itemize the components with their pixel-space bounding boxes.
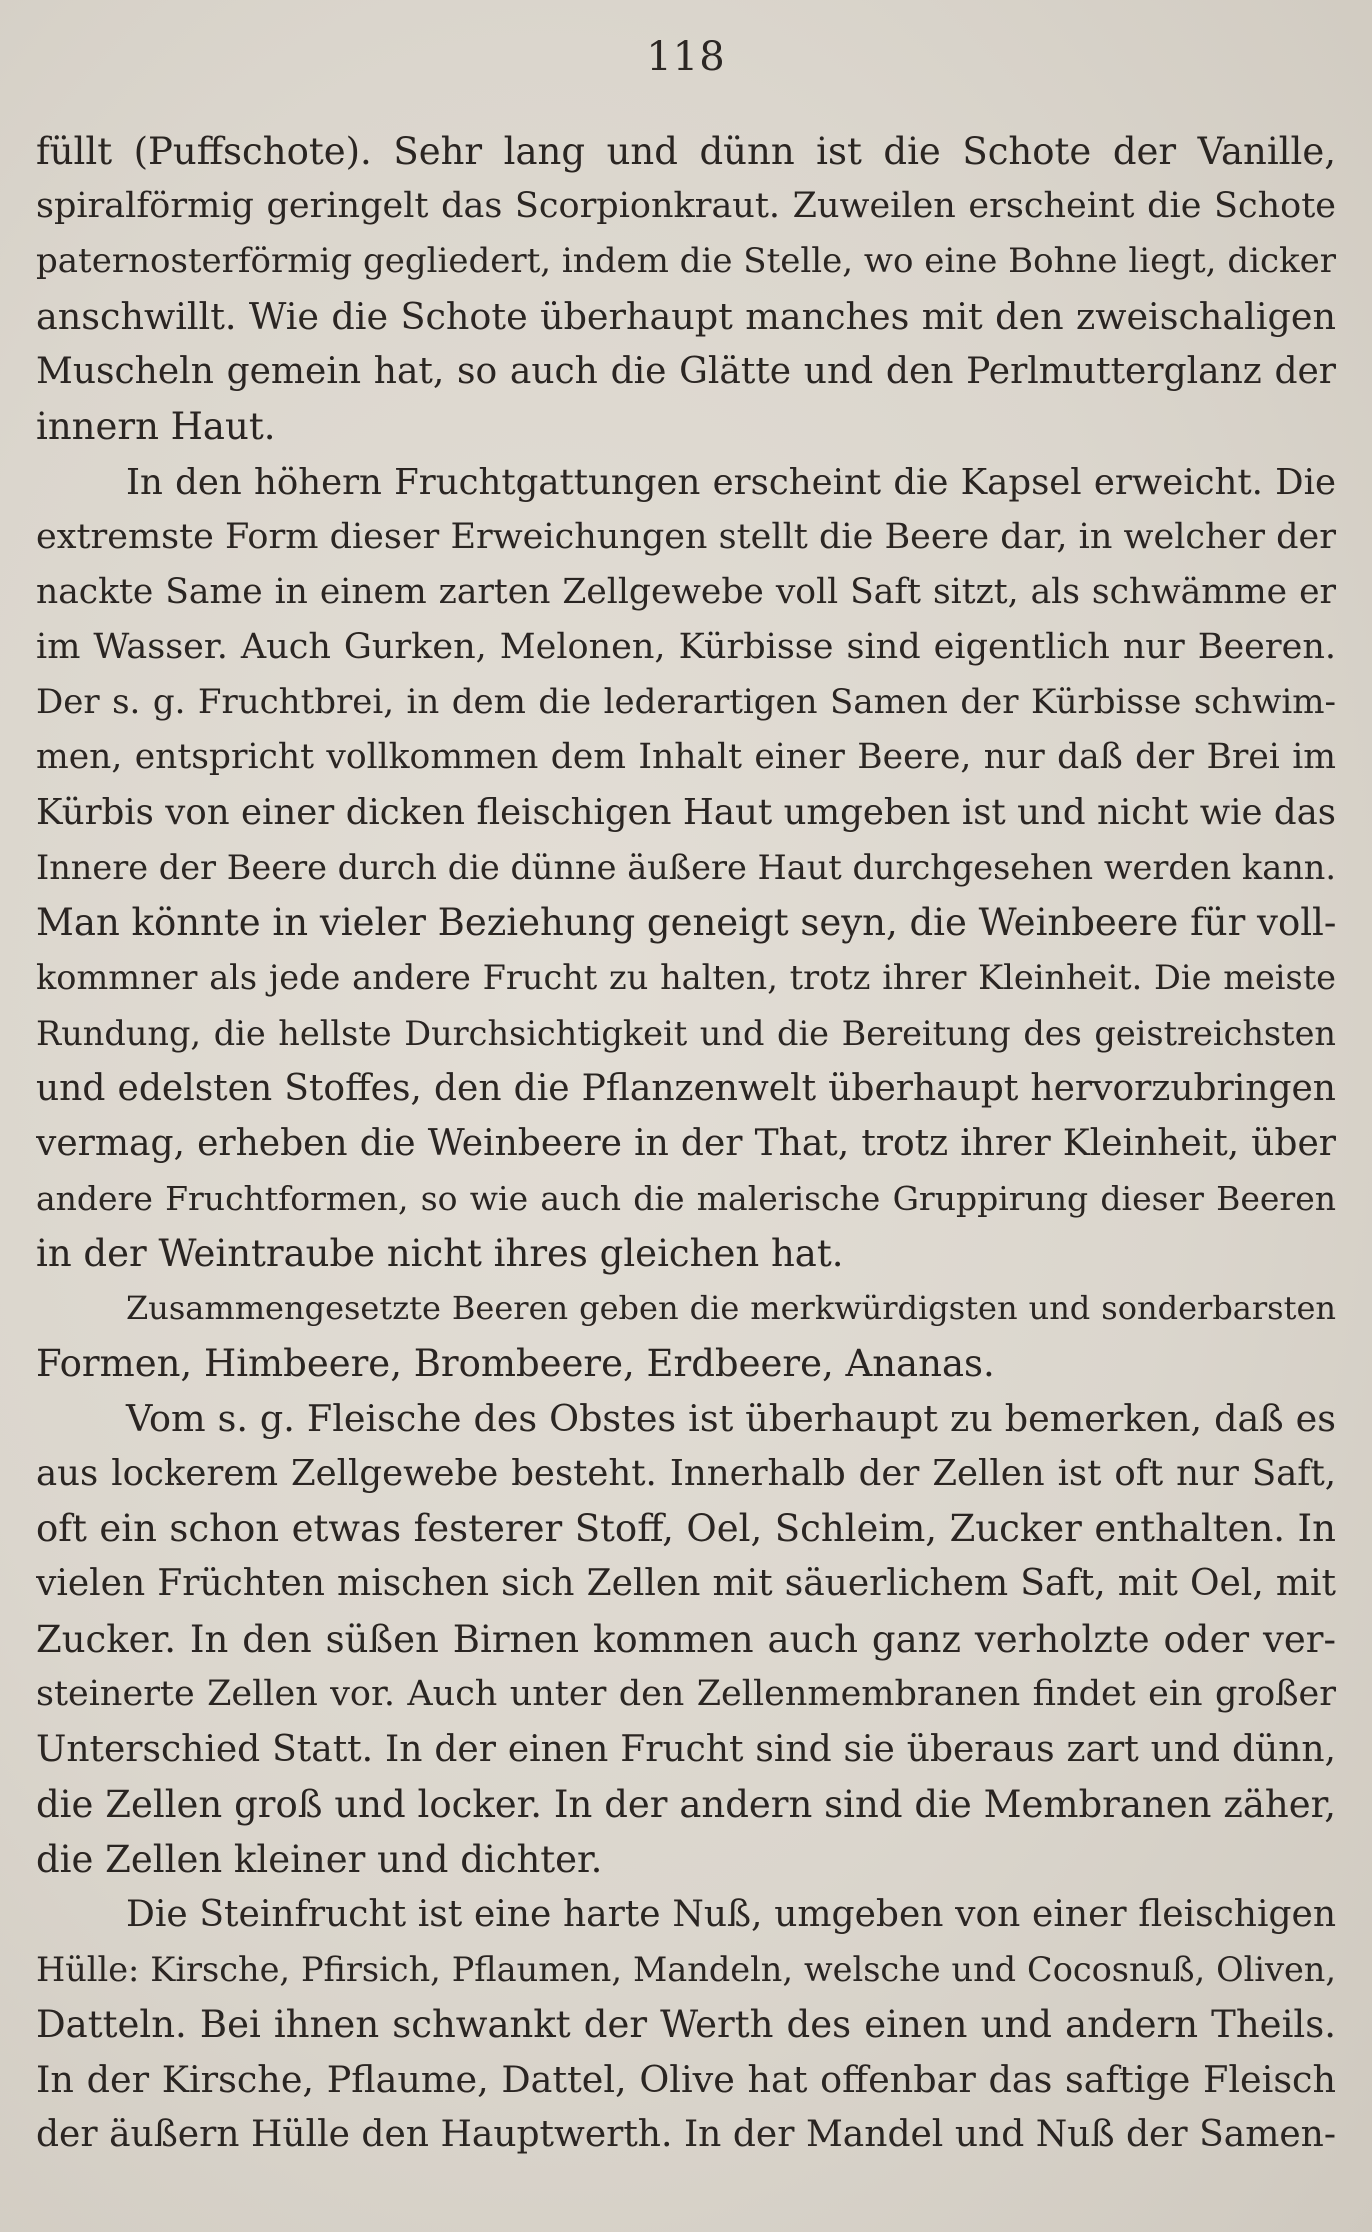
text-line: füllt (Puffschote). Sehr lang und dünn ist die Schote der Vanille, [36,130,1336,173]
text-line: andere Fruchtformen, so wie auch die malerische Gruppirung dieser Beeren [36,1178,1336,1218]
paragraph-start-line: Zusammengesetzte Beeren geben die merkwürdigsten und sonderbarsten [126,1288,1336,1327]
text-line: Man könnte in vieler Beziehung geneigt seyn, die Weinbeere für voll- [36,901,1336,945]
paragraph-start-line: Vom s. g. Fleische des Obstes ist überhaupt zu bemerken, daß es [126,1397,1336,1441]
text-line: Rundung, die hellste Durchsichtigkeit und die Bereitung des geistreichsten [36,1013,1336,1053]
text-line: Zucker. In den süßen Birnen kommen auch ganz verholzte oder ver- [36,1617,1336,1661]
text-line: und edelsten Stoffes, den die Pflanzenwelt überhaupt hervorzubringen [36,1067,1336,1109]
text-line: in der Weintraube nicht ihres gleichen hat. [36,1231,844,1275]
paragraph-start-line: Die Steinfrucht ist eine harte Nuß, umgeben von einer fleischigen [126,1894,1336,1935]
paragraph-start-line: In den höhern Fruchtgattungen erscheint die Kapsel erweicht. Die [126,461,1336,503]
text-line: oft ein schon etwas festerer Stoff, Oel, Schleim, Zucker enthalten. In [36,1507,1336,1551]
text-line: der äußern Hülle den Hauptwerth. In der Mandel und Nuß der Samen- [36,2114,1336,2156]
text-line: aus lockerem Zellgewebe besteht. Innerhalb der Zellen ist oft nur Saft, [36,1453,1336,1495]
text-line: Formen, Himbeere, Brombeere, Erdbeere, Ananas. [36,1342,995,1386]
text-line: paternosterförmig gegliedert, indem die Stelle, wo eine Bohne liegt, dicker [36,241,1336,282]
text-line: Der s. g. Fruchtbrei, in dem die lederartigen Samen der Kürbisse schwim- [36,681,1336,722]
text-line: die Zellen kleiner und dichter. [36,1837,603,1881]
text-line: innern Haut. [36,405,276,449]
text-line: In der Kirsche, Pflaume, Dattel, Olive hat offenbar das saftige Fleisch [36,2058,1336,2102]
body-text [36,124,1336,2162]
text-line: nackte Same in einem zarten Zellgewebe voll Saft sitzt, als schwämme er [36,571,1336,612]
text-line: Muscheln gemein hat, so auch die Glätte und den Perlmutterglanz der [36,351,1336,393]
text-line: Innere der Beere durch die dünne äußere Haut durchgesehen werden kann. [36,848,1336,888]
text-line: Unterschied Statt. In der einen Frucht sind sie überaus zart und dünn, [36,1728,1336,1770]
text-line: steinerte Zellen vor. Auch unter den Zellenmembranen findet ein großer [36,1673,1336,1714]
text-line: vielen Früchten mischen sich Zellen mit säuerlichem Saft, mit Oel, mit [36,1563,1336,1605]
page-number: 118 [646,34,726,80]
text-line: die Zellen groß und locker. In der andern sind die Membranen zäher, [36,1782,1336,1826]
text-line: men, entspricht vollkommen dem Inhalt einer Beere, nur daß der Brei im [36,737,1336,778]
text-line: spiralförmig geringelt das Scorpionkraut. Zuweilen erscheint die Schote [36,186,1336,227]
text-line: Hülle: Kirsche, Pfirsich, Pflaumen, Mandeln, welsche und Cocosnuß, Oliven, [36,1950,1336,1990]
text-line: kommner als jede andere Frucht zu halten, trotz ihrer Kleinheit. Die meiste [36,958,1336,998]
text-line: extremste Form dieser Erweichungen stellt die Beere dar, in welcher der [36,516,1336,557]
text-line: Kürbis von einer dicken fleischigen Haut umgeben ist und nicht wie das [36,792,1336,834]
text-line: vermag, erheben die Weinbeere in der That, trotz ihrer Kleinheit, über [36,1122,1336,1164]
text-line: anschwillt. Wie die Schote überhaupt manches mit den zweischaligen [36,295,1336,339]
text-line: Datteln. Bei ihnen schwankt der Werth des einen und andern Theils. [36,2003,1336,2047]
text-line: im Wasser. Auch Gurken, Melonen, Kürbisse sind eigentlich nur Beeren. [36,626,1336,667]
